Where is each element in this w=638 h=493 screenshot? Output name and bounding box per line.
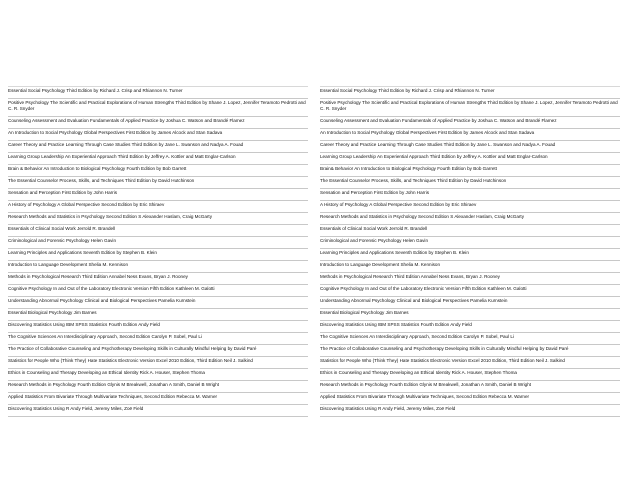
book-list-item: The Essential Counselor Process, Skills, and Techniques Third Edition by David Hutchinson <box>320 177 620 189</box>
book-list-item: Discovering Statistics Using IBM SPSS Statistics Fourth Edition Andy Field <box>8 321 308 333</box>
book-list-item: Research Methods in Psychology Fourth Edition Glynis M Breakwell, Jonathan A Smith, Daniel B Wright <box>320 381 620 393</box>
book-list-item: Ethics in Counseling and Therapy Developing an Ethical Identity Rick A. Houser, Stephen Thoma <box>320 369 620 381</box>
book-list-item: Research Methods in Psychology Fourth Edition Glynis M Breakwell, Jonathan A Smith, Daniel B Wright <box>8 381 308 393</box>
book-list-item: The Practice of Collaborative Counseling and Psychotherapy Developing Skills in Culturally Mindful Helping by David Paré <box>8 345 308 357</box>
book-list-item: Career Theory and Practice Learning Through Case Studies Third Edition by Jane L. Swanson and Nadya A. Fouad <box>8 141 308 153</box>
book-list-item: Essential Social Psychology Third Edition by Richard J. Crisp and Rhiannon N. Turner <box>8 86 308 99</box>
book-list-item: Brain & Behavior An Introduction to Biological Psychology Fourth Edition by Bob Garrett <box>8 165 308 177</box>
book-list-item: Research Methods and Statistics in Psychology Second Edition S Alexander Haslam, Craig McGarty <box>8 213 308 225</box>
book-list-item: The Cognitive Sciences An Interdisciplinary Approach, Second Edition Carolyn P. Sobel, Paul Li <box>320 333 620 345</box>
book-list-item: Criminological and Forensic Psychology Helen Gavin <box>320 237 620 249</box>
book-list-item: Ethics in Counseling and Therapy Developing an Ethical Identity Rick A. Houser, Stephen Thoma <box>8 369 308 381</box>
book-list-item: Statistics for People Who (Think They) Hate Statistics Electronic Version Excel 2010 Edition, Third Edition Neil J. Salkind <box>320 357 620 369</box>
book-list-item: Learning Group Leadership An Experiential Approach Third Edition by Jeffrey A. Kottler and Matt Englar-Carlson <box>8 153 308 165</box>
book-list-item: A History of Psychology A Global Perspective Second Edition by Eric Shiraev <box>320 201 620 213</box>
book-list-item: Positive Psychology The Scientific and Practical Explorations of Human Strengths Third Edition by Shane J. Lopez, Jennifer Teramoto Pedrotti and C. R. Snyder <box>8 99 308 117</box>
book-list-item: Introduction to Language Development Shelia M. Kennison <box>8 261 308 273</box>
book-list-item: Discovering Statistics Using IBM SPSS Statistics Fourth Edition Andy Field <box>320 321 620 333</box>
book-list-item: Counseling Assessment and Evaluation Fundamentals of Applied Practice by Joshua C. Watson and Brandé Flamez <box>8 117 308 129</box>
book-list-item: Essential Social Psychology Third Edition by Richard J. Crisp and Rhiannon N. Turner <box>320 86 620 99</box>
left-book-list <box>8 86 308 417</box>
book-list-item: Sensation and Perception First Edition by John Harris <box>320 189 620 201</box>
book-list-item: Essentials of Clinical Social Work Jerrold R. Brandell <box>320 225 620 237</box>
book-list-item: Essential Biological Psychology Jim Barnes <box>320 309 620 321</box>
book-list-item: Methods in Psychological Research Third Edition Annabel Ness Evans, Bryan J. Rooney <box>320 273 620 285</box>
book-list-item: The Practice of Collaborative Counseling and Psychotherapy Developing Skills in Culturally Mindful Helping by David Paré <box>320 345 620 357</box>
book-list-item: Essentials of Clinical Social Work Jerrold R. Brandell <box>8 225 308 237</box>
book-list-item: Essential Biological Psychology Jim Barnes <box>8 309 308 321</box>
book-list-item: Understanding Abnormal Psychology Clinical and Biological Perspectives Pamelia Kurnstein <box>320 297 620 309</box>
book-list-item: An Introduction to Social Psychology Global Perspectives First Edition by James Alcock and Stan Sadava <box>320 129 620 141</box>
book-list-item: An Introduction to Social Psychology Global Perspectives First Edition by James Alcock and Stan Sadava <box>8 129 308 141</box>
book-list-item: Methods in Psychological Research Third Edition Annabel Ness Evans, Bryan J. Rooney <box>8 273 308 285</box>
book-list-item: Sensation and Perception First Edition by John Harris <box>8 189 308 201</box>
book-list-item: Applied Statistics From Bivariate Through Multivariate Techniques, Second Edition Rebecca M. Warner <box>8 393 308 405</box>
book-list-item: Cognitive Psychology In and Out of the Laboratory Electronic Version Fifth Edition Kathleen M. Galotti <box>8 285 308 297</box>
book-list-item: Counseling Assessment and Evaluation Fundamentals of Applied Practice by Joshua C. Watson and Brandé Flamez <box>320 117 620 129</box>
book-list-item: Discovering Statistics Using R Andy Field, Jeremy Miles, Zoë Field <box>320 405 620 417</box>
book-list-item: Learning Principles and Applications Seventh Edition by Stephen B. Klein <box>320 249 620 261</box>
book-list-item: Introduction to Language Development Shelia M. Kennison <box>320 261 620 273</box>
right-book-list <box>320 86 620 417</box>
book-list-item: Research Methods and Statistics in Psychology Second Edition S Alexander Haslam, Craig McGarty <box>320 213 620 225</box>
book-list-item: Cognitive Psychology In and Out of the Laboratory Electronic Version Fifth Edition Kathleen M. Galotti <box>320 285 620 297</box>
book-list-item: Criminological and Forensic Psychology Helen Gavin <box>8 237 308 249</box>
book-list-item: Brain& Behavior An Introduction to Biological Psychology Fourth Edition by Bob Garrett <box>320 165 620 177</box>
book-list-item: The Essential Counselor Process, Skills, and Techniques Third Edition by David Hutchinson <box>8 177 308 189</box>
book-list-item: A History of Psychology A Global Perspective Second Edition by Eric Shiraev <box>8 201 308 213</box>
book-list-item: Learning Principles and Applications Seventh Edition by Stephen B. Klein <box>8 249 308 261</box>
book-list-item: Discovering Statistics Using R Andy Field, Jeremy Miles, Zoë Field <box>8 405 308 417</box>
book-list-item: Positive Psychology The Scientific and Practical Explorations of Human Strengths Third Edition by Shane J. Lopez, Jennifer Teramoto Pedrotti and C. R. Snyder <box>320 99 620 117</box>
book-list-item: Applied Statistics From Bivariate Through Multivariate Techniques, Second Edition Rebecca M. Warner <box>320 393 620 405</box>
book-list-item: Learning Group Leadership An Experiential Approach Third Edition by Jeffrey A. Kottler and Matt Englar-Carlson <box>320 153 620 165</box>
book-list-item: The Cognitive Sciences An Interdisciplinary Approach, Second Edition Carolyn P. Sobel, Paul Li <box>8 333 308 345</box>
book-list-item: Understanding Abnormal Psychology Clinical and Biological Perspectives Pamelia Kurnstein <box>8 297 308 309</box>
book-list-item: Statistics for People Who (Think They) Hate Statistics Electronic Version Excel 2010 Edition, Third Edition Neil J. Salkind <box>8 357 308 369</box>
book-list-item: Career Theory and Practice Learning Through Case Studies Third Edition by Jane L. Swanson and Nadya A. Fouad <box>320 141 620 153</box>
